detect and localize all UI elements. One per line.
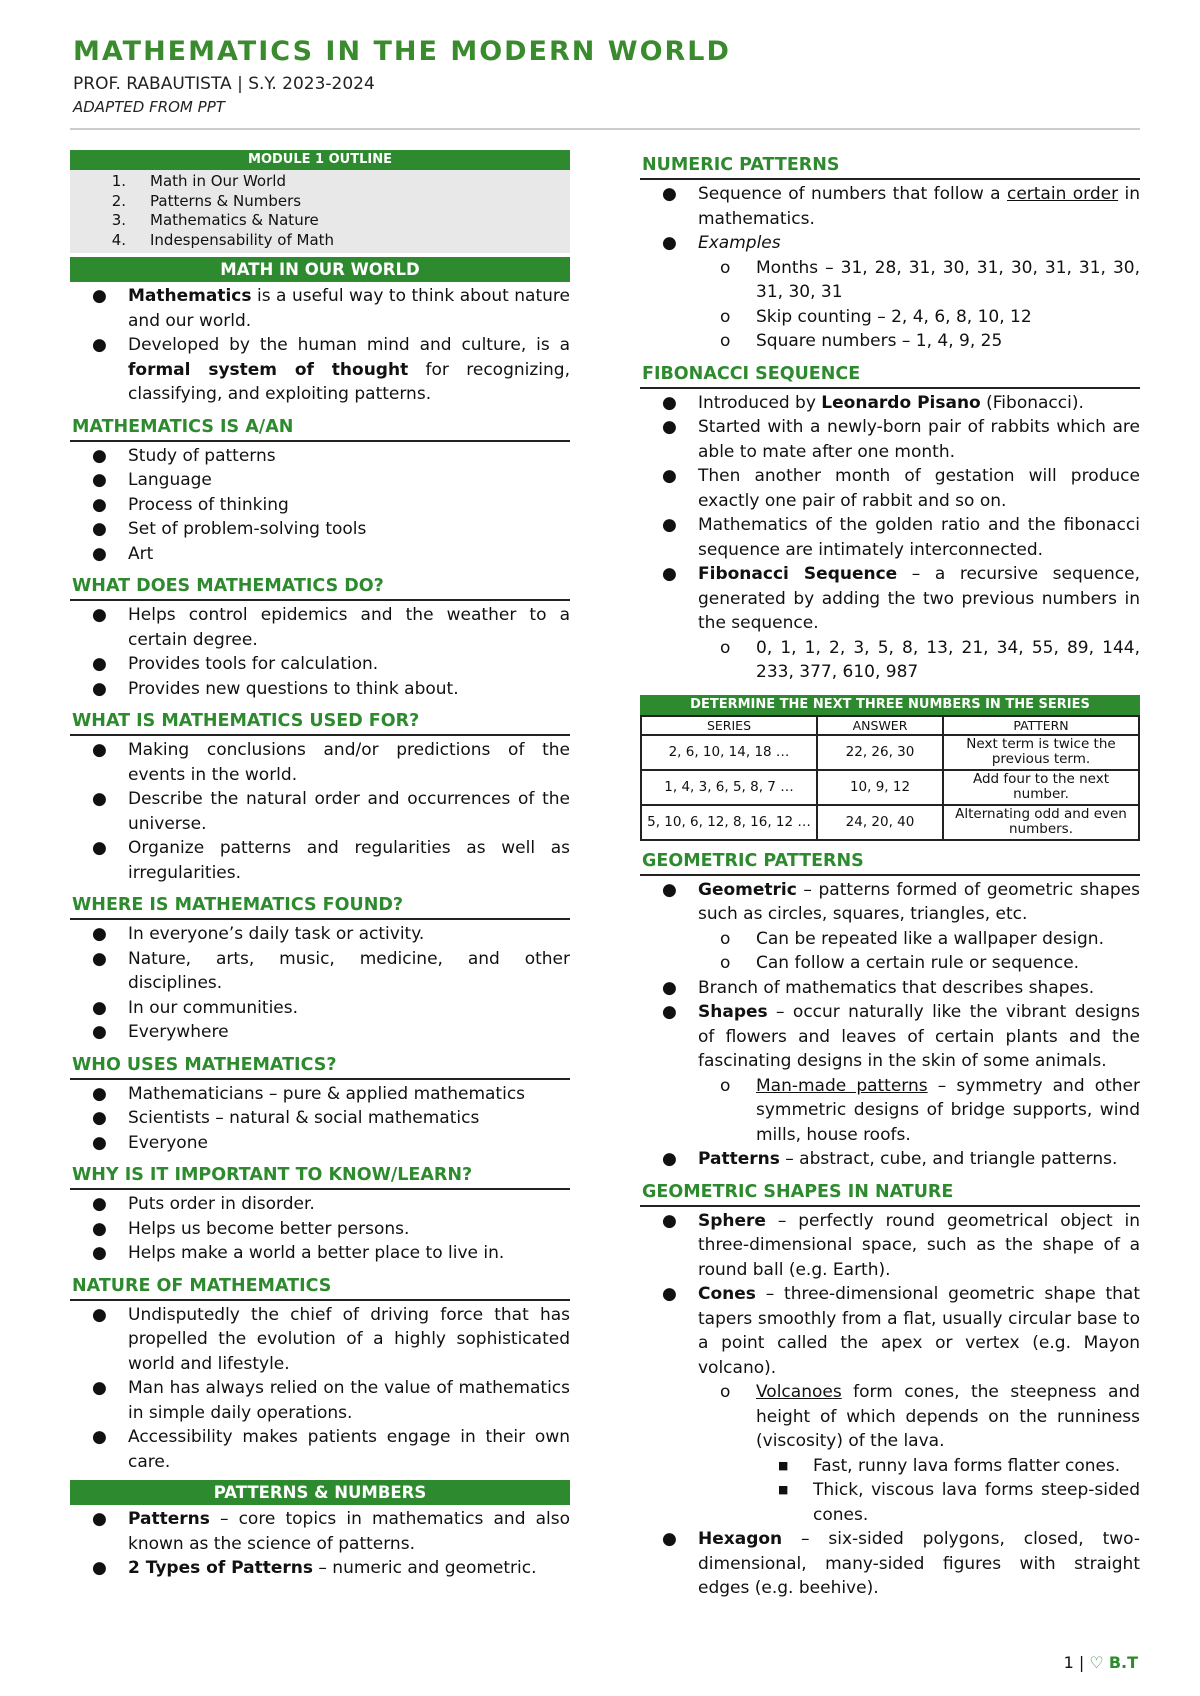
- table-cell: Add four to the next number.: [943, 770, 1139, 805]
- page-title: MATHEMATICS IN THE MODERN WORLD: [73, 36, 731, 67]
- list-item: ● Mathematicians – pure & applied mathematics: [92, 1083, 526, 1104]
- outline-list: [70, 170, 570, 253]
- table-cell: 1, 4, 3, 6, 5, 8, 7 …: [641, 770, 817, 805]
- list-item: ● Art: [92, 543, 154, 564]
- list-item: ● Helps control epidemics and the weather to a certain degree.: [92, 605, 570, 650]
- table-cell: 2, 6, 10, 14, 18 …: [641, 735, 817, 770]
- page-source-note: ADAPTED FROM PPT: [73, 98, 225, 116]
- list-item: ● Mathematics of the golden ratio and the fibonacci sequence are intimately interconnected.: [662, 515, 1140, 560]
- list-item: ● Shapes – occur naturally like the vibrant designs of flowers and leaves of certain plants and the fascinating designs in the skin of some animals. o Man-made patterns – symmetry and other symmetric designs of bridge supports, wind mills, house roofs.: [640, 1000, 1140, 1147]
- right-column: [640, 153, 1140, 1601]
- list-subitem: o Volcanoes form cones, the steepness and height of which depends on the runniness (viscosity) of the lava. ■ Fast, runny lava forms flatter cones. ■ Thick, viscous lava forms steep-sided cones.: [698, 1380, 1140, 1527]
- table-header-cell: PATTERN: [943, 716, 1139, 735]
- section-heading-found: WHERE IS MATHEMATICS FOUND?: [70, 893, 570, 920]
- table-cell: 22, 26, 30: [817, 735, 943, 770]
- list-item: ● Puts order in disorder.: [92, 1194, 315, 1214]
- section-heading-why: WHY IS IT IMPORTANT TO KNOW/LEARN?: [70, 1163, 570, 1190]
- section-heading-numeric: NUMERIC PATTERNS: [640, 153, 1140, 180]
- list-item: ● Making conclusions and/or predictions of the events in the world.: [92, 740, 570, 785]
- outline-title: MODULE 1 OUTLINE: [70, 150, 570, 170]
- list-item: ● Patterns – core topics in mathematics and also known as the science of patterns.: [92, 1509, 570, 1554]
- fibonacci-list: [640, 391, 1140, 685]
- list-item: ● Man has always relied on the value of mathematics in simple daily operations.: [92, 1378, 570, 1423]
- list-item: ● Helps us become better persons.: [92, 1218, 410, 1239]
- list-item: ● 2 Types of Patterns – numeric and geometric.: [92, 1558, 537, 1578]
- outline-item: 1. Math in Our World: [111, 172, 286, 190]
- section-heading-does: WHAT DOES MATHEMATICS DO?: [70, 574, 570, 601]
- who-list: [70, 1082, 570, 1156]
- list-item: ● Everywhere: [92, 1022, 229, 1042]
- table-header-cell: ANSWER: [817, 716, 943, 735]
- list-item: ● Set of problem-solving tools: [92, 519, 367, 539]
- list-item: ● Organize patterns and regularities as well as irregularities.: [92, 838, 570, 883]
- table-cell: Next term is twice the previous term.: [943, 735, 1139, 770]
- list-subsubitem: ■ Fast, runny lava forms flatter cones.: [778, 1455, 1121, 1476]
- list-item: ● Study of patterns: [92, 445, 276, 466]
- list-item: ● Patterns – abstract, cube, and triangle patterns.: [662, 1149, 1118, 1169]
- numeric-list: [640, 182, 1140, 354]
- list-subitem: o Man-made patterns – symmetry and other symmetric designs of bridge supports, wind mills, house roofs.: [720, 1075, 1140, 1145]
- outline-item: 2. Patterns & Numbers: [111, 191, 302, 210]
- section-heading-shapes: GEOMETRIC SHAPES IN NATURE: [640, 1180, 1140, 1207]
- table-header-row: [641, 716, 1139, 735]
- found-list: [70, 922, 570, 1045]
- list-item: ● Cones – three-dimensional geometric shape that tapers smoothly from a flat, usually circular base to a point called the apex or vertex (e.g. Mayon volcano). o Volcanoes form cones, the steepness and height of which depends on the runniness (viscosity) of the lava. ■ Fast, runny lava forms flatter cones. ■ Thick, viscous lava forms steep-sided cones.: [640, 1282, 1140, 1527]
- list-subitem: o Can be repeated like a wallpaper design.: [720, 928, 1104, 949]
- table-row: [641, 770, 1139, 805]
- left-column: [70, 150, 570, 1581]
- table-row: [641, 735, 1139, 770]
- list-item: ● Sequence of numbers that follow a certain order in mathematics.: [662, 184, 1140, 229]
- list-item: ● Sphere – perfectly round geometrical object in three-dimensional space, such as the shape of a round ball (e.g. Earth).: [662, 1210, 1140, 1280]
- list-item: ● Introduced by Leonardo Pisano (Fibonacci).: [662, 392, 1084, 413]
- nature-list: [70, 1303, 570, 1475]
- does-list: [70, 603, 570, 701]
- list-item: ● Provides new questions to think about.: [92, 678, 459, 699]
- page-footer: [1064, 1653, 1138, 1672]
- author-initials: B.T: [1108, 1653, 1138, 1672]
- math-world-list: [70, 284, 570, 407]
- list-item: ● Language: [92, 470, 212, 490]
- list-item: ● Undisputedly the chief of driving force that has propelled the evolution of a highly sophisticated world and lifestyle.: [92, 1304, 570, 1374]
- footer-separator: |: [1078, 1653, 1085, 1672]
- outline-item: 4. Indespensability of Math: [111, 230, 335, 249]
- list-item: ● Describe the natural order and occurrences of the universe.: [92, 789, 570, 834]
- list-subitem: o Skip counting – 2, 4, 6, 8, 10, 12: [720, 306, 1032, 327]
- section-heading-geometric: GEOMETRIC PATTERNS: [640, 849, 1140, 876]
- list-item: ● Mathematics is a useful way to think about nature and our world.: [92, 286, 570, 331]
- page-number: 1: [1063, 1653, 1074, 1672]
- list-subitem: o 0, 1, 1, 2, 3, 5, 8, 13, 21, 34, 55, 89, 144, 233, 377, 610, 987: [720, 637, 1140, 682]
- patterns-list: [70, 1507, 570, 1581]
- list-item: ● Everyone: [92, 1132, 208, 1153]
- list-item: ● Fibonacci Sequence – a recursive sequence, generated by adding the two previous numbers in the sequence. o 0, 1, 1, 2, 3, 5, 8, 13, 21, 34, 55, 89, 144, 233, 377, 610, 987: [640, 562, 1140, 685]
- heart-icon: ♡: [1089, 1653, 1104, 1672]
- list-item: ● Helps make a world a better place to live in.: [92, 1243, 505, 1263]
- section-heading-is-a: MATHEMATICS IS A/AN: [70, 415, 570, 442]
- list-item: ● Geometric – patterns formed of geometric shapes such as circles, squares, triangles, etc. o Can be repeated like a wallpaper design. o Can follow a certain rule or sequence.: [640, 878, 1140, 976]
- list-item: ● Accessibility makes patients engage in their own care.: [92, 1427, 570, 1472]
- table-row: [641, 805, 1139, 840]
- section-heading-fibonacci: FIBONACCI SEQUENCE: [640, 362, 1140, 389]
- list-subitem: o Months – 31, 28, 31, 30, 31, 30, 31, 31, 30, 31, 30, 31: [720, 257, 1140, 302]
- page-subtitle: PROF. RABAUTISTA | S.Y. 2023-2024: [73, 74, 375, 94]
- list-item: ● Process of thinking: [92, 494, 289, 515]
- list-item: ● Provides tools for calculation.: [92, 654, 379, 674]
- section-heading-nature: NATURE OF MATHEMATICS: [70, 1274, 570, 1301]
- shapes-list: [640, 1209, 1140, 1601]
- list-item: ● In everyone’s daily task or activity.: [92, 924, 425, 944]
- section-heading-used-for: WHAT IS MATHEMATICS USED FOR?: [70, 709, 570, 736]
- list-subitem: o Square numbers – 1, 4, 9, 25: [720, 331, 1003, 351]
- table-cell: 24, 20, 40: [817, 805, 943, 840]
- list-item: ● Then another month of gestation will produce exactly one pair of rabbit and so on.: [662, 466, 1140, 511]
- section-bar-patterns: PATTERNS & NUMBERS: [70, 1480, 570, 1505]
- section-bar-math-world: MATH IN OUR WORLD: [70, 257, 570, 282]
- list-item: ● Started with a newly-born pair of rabbits which are able to mate after one month.: [662, 417, 1140, 462]
- geometric-list: [640, 878, 1140, 1172]
- table-cell: 10, 9, 12: [817, 770, 943, 805]
- header-rule: [70, 128, 1140, 130]
- is-a-list: [70, 444, 570, 567]
- table-cell: Alternating odd and even numbers.: [943, 805, 1139, 840]
- list-item: ● Nature, arts, music, medicine, and other disciplines.: [92, 948, 570, 993]
- list-item: ● Developed by the human mind and culture, is a formal system of thought for recognizing, classifying, and exploiting patterns.: [92, 335, 570, 404]
- section-heading-who: WHO USES MATHEMATICS?: [70, 1053, 570, 1080]
- list-item: ● In our communities.: [92, 997, 299, 1018]
- list-item: ● Examples o Months – 31, 28, 31, 30, 31, 30, 31, 31, 30, 31, 30, 31 o Skip counting – 2, 4, 6, 8, 10, 12 o Square numbers – 1, 4, 9, 25: [640, 231, 1140, 354]
- outline-item: 3. Mathematics & Nature: [111, 211, 319, 229]
- table-cell: 5, 10, 6, 12, 8, 16, 12 …: [641, 805, 817, 840]
- list-subsubitem: ■ Thick, viscous lava forms steep-sided cones.: [778, 1480, 1140, 1525]
- table-header-cell: SERIES: [641, 716, 817, 735]
- list-subitem: o Can follow a certain rule or sequence.: [720, 953, 1080, 973]
- why-list: [70, 1192, 570, 1266]
- series-table-title: DETERMINE THE NEXT THREE NUMBERS IN THE SERIES: [640, 695, 1140, 715]
- used-for-list: [70, 738, 570, 885]
- list-item: ● Branch of mathematics that describes shapes.: [662, 977, 1095, 998]
- list-item: ● Hexagon – six-sided polygons, closed, two-dimensional, many-sided figures with straight edges (e.g. beehive).: [662, 1529, 1140, 1598]
- series-table: [640, 715, 1140, 841]
- list-item: ● Scientists – natural & social mathematics: [92, 1108, 480, 1128]
